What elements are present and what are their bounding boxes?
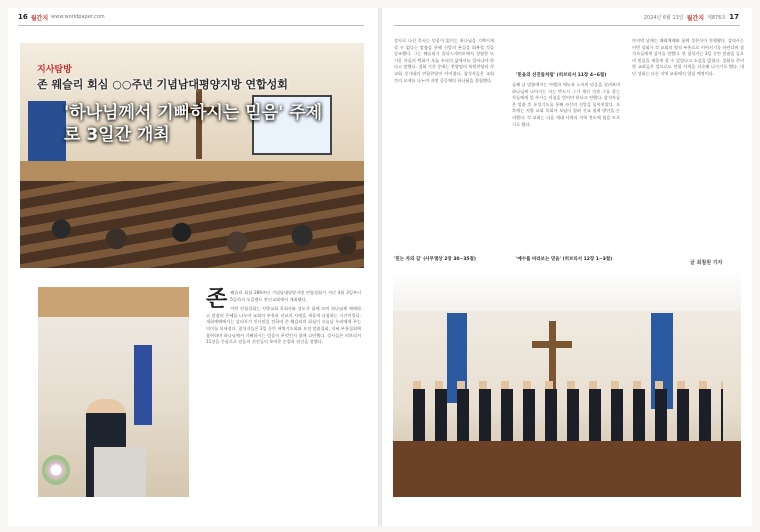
right-header-brand: 월간지	[686, 14, 705, 22]
right-page-number: 17	[729, 13, 739, 21]
right-header-date: 2024년 6월 13일	[643, 14, 684, 21]
subheading-3: '예수를 바라보는 믿음' (히브리서 12장 1~3절)	[516, 257, 613, 262]
article-author: 글 최철원 기자	[690, 260, 723, 266]
group-photo	[393, 271, 741, 497]
article-headline: '하나님께서 기뻐하시는 믿음' 주제로 3일간 개최	[64, 103, 323, 145]
article-column-3	[512, 82, 620, 128]
pulpit	[94, 447, 146, 497]
left-page-header	[18, 10, 105, 24]
ceiling	[393, 271, 741, 311]
article-column-3-text: 둘째 날 말씀에서는 아벨과 에녹과 노아의 믿음을 살펴보며 하나님께 나아가는 자는 반드시 그가 계신 것과 그를 찾는 자들에게 상 주시는 이심을 믿어야 한다고 전했다. 참석자들은 말씀 후 통성기도를 통해 자신의 신앙을 돌아보았다. 오후에는 지방 교회 목회자 모임이 열려 선교 협력 방안을 논의했다. 각 교회는 다음 세대 사역과 지역 전도에 힘을 모으기로 했다.	[512, 82, 620, 127]
stage-platform	[393, 441, 741, 497]
section-tag: 지사탐방	[37, 65, 72, 75]
article-column-1	[206, 287, 361, 346]
article-column-4	[632, 38, 744, 78]
right-header-section: 제876호	[707, 14, 727, 21]
article-column-2-text: 강사로 나선 목사는 믿음이 없이는 하나님을 기쁘시게 할 수 없다는 말씀을 통해 신앙의 본질을 회복할 것을 강조했다. 그는 웨슬리가 올더스게이트에서 경험한 뜨거운 마음의 변화가 오늘 우리의 삶에서도 일어나야 한다고 말했다. 집회 기간 중에는 찬양팀의 특별찬양과 각 교회 성가대의 연합찬양이 이어졌다. 참석자들은 교회 간의 교제를 나누며 지방 공동체의 하나됨을 경험했다.	[394, 38, 494, 83]
article-lead: 웨슬리 회심 286주년 기념남대평양지방 연합성회가 지난 4월 3일부터 5일까지 오클랜드 한인교회에서 개최됐다.	[230, 290, 361, 302]
stage	[20, 161, 364, 181]
flower-arrangement	[42, 455, 70, 485]
right-page-header	[644, 10, 742, 24]
right-header-rule	[394, 25, 740, 26]
subheading-2: '믿는 자의 길' (사무엘상 2장 30~35절)	[394, 257, 476, 262]
congregation	[20, 203, 364, 268]
article-deck: 존 웨슬리 회심 ○○주년 기념남대평양지방 연합성회	[37, 78, 288, 91]
article-column-4-text: 마지막 날에는 폐회예배와 함께 성찬식이 진행됐다. 감리사는 이번 성회가 각 교회의 영적 부흥으로 이어지기를 바란다며 참석자들에게 감사를 전했다. 한 참석자는 3일 동안 말씀을 들으며 믿음을 새롭게 할 수 있었다고 소감을 밝혔다. 성회를 준비한 교회들은 앞으로도 연합 사역을 지속해 나가기로 했다. 내년 성회는 다른 지역 교회에서 열릴 예정이다.	[632, 38, 744, 76]
left-page-number: 16	[18, 13, 28, 21]
flag	[134, 345, 152, 425]
cross-horizontal	[532, 341, 572, 348]
article-column-2	[394, 38, 494, 84]
drop-cap: 존	[206, 287, 228, 312]
left-header-brand: 월간지	[30, 14, 49, 22]
article-column-1-text: 이번 연합성회는 지방교회 목회자와 성도가 함께 모여 하나님께 예배하고 말씀의 은혜를 나누며 교회의 부흥과 선교의 사명을 새롭게 다짐하는 시간이었다. 개회예배에서는 감리사가 인사말을 전하며 존 웨슬리의 회심이 오늘날 우리에게 주는 의미를 되새겼다. 참석자들은 3일 동안 새벽기도회와 오전 말씀집회, 저녁 부흥집회에 참여하며 하나님께서 기뻐하시는 믿음이 무엇인지 함께 고민했다. 강사들은 히브리서 11장을 중심으로 믿음의 선진들이 보여준 순종과 헌신을 전했다.	[206, 306, 361, 345]
left-header-site: www.worldpaper.com	[51, 14, 105, 20]
group-members	[413, 389, 723, 449]
subheading-1: '믿음의 선진들처럼' (히브리서 11장 4~6절)	[516, 73, 607, 78]
speaker-photo	[38, 287, 189, 497]
left-header-rule	[18, 25, 364, 26]
ceiling-beam	[38, 287, 189, 317]
